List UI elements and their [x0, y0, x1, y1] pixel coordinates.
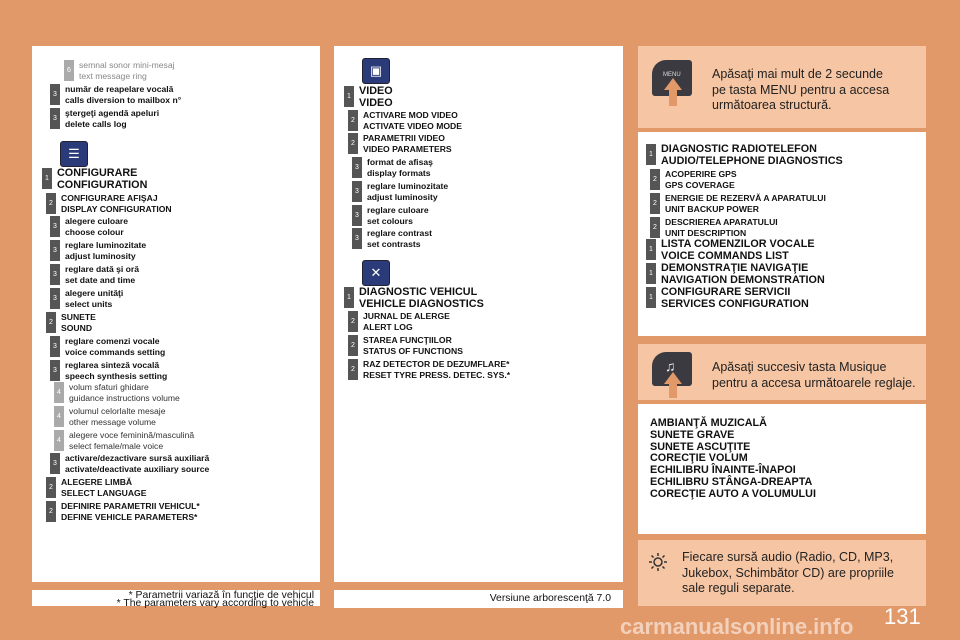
menu-key-text [712, 67, 889, 114]
menu-row-line: JURNAL DE ALERGE [363, 311, 450, 321]
menu-row-line: choose colour [65, 227, 124, 238]
menu-row-text [359, 86, 393, 109]
menu-row-line: ALEGERE LIMBĂ [61, 477, 133, 487]
level-badge: 2 [650, 169, 660, 190]
menu-row-line: semnal sonor mini-mesaj [79, 60, 175, 70]
level-badge: 2 [348, 311, 358, 332]
level-badge: 4 [54, 382, 64, 403]
menu-row-line: CONFIGURARE SERVICII [661, 286, 791, 298]
menu-row [42, 168, 147, 191]
level-badge: 3 [50, 264, 60, 285]
level-badge: 2 [348, 359, 358, 380]
music-up-arrow-stem [669, 384, 677, 398]
menu-row-line: ACTIVARE MOD VIDEO [363, 110, 458, 120]
music-note-icon: ♫ [665, 358, 676, 374]
watermark: carmanualsonline.info [620, 614, 854, 639]
menu-row [352, 157, 433, 179]
footnote [32, 590, 320, 609]
menu-row [50, 336, 165, 358]
level-badge: 1 [646, 287, 656, 308]
menu-row [50, 84, 181, 106]
menu-row-line: RESET TYRE PRESS. DETEC. SYS.* [363, 370, 511, 381]
menu-row-text [661, 287, 809, 310]
menu-row [650, 169, 737, 191]
menu-row-text [65, 216, 128, 238]
menu-row-line: text message ring [79, 71, 147, 82]
menu-row-text [359, 287, 484, 310]
menu-row-line: VEHICLE DIAGNOSTICS [359, 297, 484, 310]
menu-row-line: set colours [367, 216, 413, 227]
menu-row [352, 181, 448, 203]
menu-row-line: ACTIVATE VIDEO MODE [363, 121, 462, 132]
menu-row-line: format de afisaş [367, 157, 433, 167]
up-arrow-icon [664, 78, 682, 90]
menu-row [50, 216, 128, 238]
menu-row [348, 311, 450, 333]
menu-row [348, 359, 510, 381]
menu-row-line: reglare luminozitate [367, 181, 449, 191]
music-setting-item: SUNETE GRAVE [650, 428, 735, 441]
level-badge: 2 [348, 110, 358, 131]
menu-row-line: UNIT BACKUP POWER [665, 204, 759, 215]
menu-row [54, 382, 180, 404]
level-badge: 3 [352, 228, 362, 249]
menu-row-line: set contrasts [367, 239, 421, 250]
menu-row-line: CONFIGURATION [57, 178, 148, 191]
menu-row [650, 193, 826, 215]
menu-row-text [363, 133, 452, 155]
menu-row [50, 108, 159, 130]
menu-row-line: VOICE COMMANDS LIST [661, 249, 789, 262]
menu-row [646, 239, 815, 262]
menu-row-line: delete calls log [65, 119, 127, 130]
footnote-line-1: * Parametrii variază în funcţie de vehicul [128, 590, 314, 601]
music-setting-item: AMBIANŢĂ MUZICALĂ [650, 417, 767, 429]
level-badge: 6 [64, 60, 74, 81]
menu-row-line: ACOPERIRE GPS [665, 169, 737, 179]
menu-row-text [65, 108, 159, 130]
menu-row [348, 133, 452, 155]
menu-row-line: SERVICES CONFIGURATION [661, 297, 809, 310]
menu-row-text [57, 168, 147, 191]
level-badge: 4 [54, 406, 64, 427]
level-badge: 2 [650, 193, 660, 214]
menu-row-line: DEMONSTRAŢIE NAVIGAŢIE [661, 262, 809, 274]
level-badge: 1 [42, 168, 52, 189]
menu-row-text [65, 336, 165, 358]
menu-row-line: DEFINIRE PARAMETRII VEHICUL* [61, 501, 200, 511]
level-badge: 3 [352, 205, 362, 226]
menu-row [50, 453, 209, 475]
menu-row-line: DIAGNOSTIC RADIOTELEFON [661, 143, 817, 155]
menu-row-text [367, 205, 429, 227]
version-label: Versiune arborescenţă 7.0 [489, 593, 611, 604]
menu-row-line: reglare comenzi vocale [65, 336, 160, 346]
footnote-line-2: * The parameters vary according to vehicle [116, 598, 314, 609]
menu-row-line: display formats [367, 168, 431, 179]
menu-row [344, 287, 484, 310]
menu-row [348, 335, 463, 357]
menu-row-text [69, 382, 180, 404]
menu-row-line: CONFIGURARE AFIŞAJ [61, 193, 158, 203]
tip-text [682, 550, 894, 597]
menu-row-text [665, 217, 778, 239]
menu-row-text [363, 311, 450, 333]
menu-row-text [61, 477, 146, 499]
level-badge: 3 [50, 360, 60, 381]
video-icon: ▣ [362, 58, 390, 84]
menu-row-line: ştergeţi agendă apeluri [65, 108, 160, 118]
menu-row-line: AUDIO/TELEPHONE DIAGNOSTICS [661, 154, 843, 167]
level-badge: 2 [348, 335, 358, 356]
level-badge: 2 [650, 217, 660, 238]
menu-row [646, 144, 843, 167]
level-badge: 2 [348, 133, 358, 154]
menu-row-text [65, 288, 123, 310]
menu-row-line: DESCRIEREA APARATULUI [665, 217, 778, 227]
menu-row [646, 263, 825, 286]
level-badge: 1 [646, 144, 656, 165]
level-badge: 3 [50, 288, 60, 309]
level-badge: 1 [344, 86, 354, 107]
menu-row [50, 360, 167, 382]
menu-row-text [61, 312, 96, 334]
menu-row-line: reglare dată şi oră [65, 264, 140, 274]
level-badge: 1 [646, 263, 656, 284]
menu-row [46, 477, 146, 499]
menu-row-line: VIDEO [359, 96, 393, 109]
menu-row-text [69, 430, 194, 452]
menu-row-line: reglare luminozitate [65, 240, 147, 250]
tip-line-2: Jukebox, Schimbător CD) are propriile [682, 565, 894, 580]
tip-line-1: Fiecare sursă audio (Radio, CD, MP3, [682, 550, 894, 564]
menu-row-line: set date and time [65, 275, 136, 286]
level-badge: 3 [50, 216, 60, 237]
menu-text-line-1: Apăsaţi mai mult de 2 secunde [712, 67, 883, 81]
menu-row-line: reglarea sinteză vocală [65, 360, 160, 370]
menu-row-line: PARAMETRII VIDEO [363, 133, 445, 143]
menu-row-line: select units [65, 299, 113, 310]
menu-row-text [61, 501, 200, 523]
music-setting-item: CORECŢIE VOLUM [650, 452, 748, 465]
menu-row-line: adjust luminosity [367, 192, 438, 203]
menu-row-text [363, 335, 463, 357]
menu-row-line: VIDEO [359, 85, 393, 97]
menu-row [646, 287, 809, 310]
menu-key-label: MENU [663, 72, 681, 78]
menu-row-line: speech synthesis setting [65, 371, 168, 382]
menu-row-text [61, 193, 172, 215]
menu-row-line: SOUND [61, 323, 93, 334]
menu-row-line: ALERT LOG [363, 322, 413, 333]
menu-row [344, 86, 393, 109]
menu-row-line: SELECT LANGUAGE [61, 488, 147, 499]
menu-row-line: alegere unităţi [65, 288, 124, 298]
menu-row-line: DIAGNOSTIC VEHICUL [359, 286, 478, 298]
menu-row [50, 240, 146, 262]
version-box [334, 590, 623, 608]
menu-row-line: VIDEO PARAMETERS [363, 144, 452, 155]
menu-row-line: calls diversion to mailbox n° [65, 95, 182, 106]
menu-row-line: select female/male voice [69, 441, 164, 452]
menu-row [54, 406, 165, 428]
music-up-arrow-icon [664, 372, 682, 384]
menu-row-text [65, 453, 209, 475]
tip-line-3: sale reguli separate. [682, 581, 795, 595]
menu-row-line: STATUS OF FUNCTIONS [363, 346, 463, 357]
menu-row-text [65, 84, 181, 106]
menu-row-text [367, 181, 448, 203]
menu-row-line: other message volume [69, 417, 156, 428]
level-badge: 3 [50, 453, 60, 474]
level-badge: 3 [352, 181, 362, 202]
menu-row-line: voice commands setting [65, 347, 166, 358]
level-badge: 1 [646, 239, 656, 260]
menu-row-line: STAREA FUNCŢIILOR [363, 335, 452, 345]
menu-row-text [367, 228, 432, 250]
menu-row-text [363, 359, 510, 381]
menu-row-text [363, 110, 462, 132]
level-badge: 3 [50, 240, 60, 261]
menu-row-line: activate/deactivate auxiliary source [65, 464, 210, 475]
menu-row-line: DEFINE VEHICLE PARAMETERS* [61, 512, 198, 523]
menu-row-text [65, 360, 167, 382]
music-text-line-2: pentru a accesa următoarele reglaje. [712, 375, 916, 390]
music-setting-item: SUNETE ASCUŢITE [650, 440, 751, 453]
menu-row-text [367, 157, 433, 179]
menu-row-line: reglare contrast [367, 228, 432, 238]
music-settings-list [650, 418, 816, 501]
menu-row-line: guidance instructions volume [69, 393, 180, 404]
level-badge: 1 [344, 287, 354, 308]
menu-row-text [661, 144, 843, 167]
menu-row-line: număr de reapelare vocală [65, 84, 174, 94]
menu-row [352, 228, 432, 250]
music-setting-item: ECHILIBRU STÂNGA-DREAPTA [650, 475, 813, 488]
menu-row-text [79, 60, 175, 82]
menu-row-line: RAZ DETECTOR DE DEZUMFLARE* [363, 359, 510, 369]
menu-row-line: alegere culoare [65, 216, 129, 226]
configuration-icon: ☰ [60, 141, 88, 167]
menu-row-text [665, 193, 826, 215]
menu-row-line: adjust luminosity [65, 251, 136, 262]
menu-row [46, 312, 96, 334]
menu-row-line: volum sfaturi ghidare [69, 382, 149, 392]
menu-row [54, 430, 194, 452]
music-text-line-1: Apăsaţi succesiv tasta Musique [712, 360, 887, 374]
menu-row [46, 501, 200, 523]
menu-text-line-3: următoarea structură. [712, 98, 832, 112]
diagnostic-tools-icon: ✕ [362, 260, 390, 286]
menu-row-line: NAVIGATION DEMONSTRATION [661, 273, 825, 286]
menu-row-line: LISTA COMENZILOR VOCALE [661, 238, 815, 250]
menu-row [50, 264, 139, 286]
menu-row-line: UNIT DESCRIPTION [665, 228, 747, 239]
menu-row-line: SUNETE [61, 312, 96, 322]
menu-row-text [65, 264, 139, 286]
menu-row-text [69, 406, 165, 428]
page-number: 131 [884, 604, 921, 629]
level-badge: 2 [46, 501, 56, 522]
menu-row-line: GPS COVERAGE [665, 180, 735, 191]
menu-row-text [65, 240, 146, 262]
level-badge: 2 [46, 193, 56, 214]
menu-row [352, 205, 429, 227]
menu-row [64, 60, 175, 82]
menu-row-line: ENERGIE DE REZERVĂ A APARATULUI [665, 193, 826, 203]
level-badge: 4 [54, 430, 64, 451]
tip-bulb-icon [648, 552, 668, 572]
level-badge: 3 [50, 108, 60, 129]
menu-row [46, 193, 172, 215]
menu-row-line: reglare culoare [367, 205, 429, 215]
menu-text-line-2: pe tasta MENU pentru a accesa [712, 82, 890, 97]
level-badge: 3 [352, 157, 362, 178]
up-arrow-stem [669, 90, 677, 106]
menu-row-text [661, 239, 815, 262]
music-setting-item: ECHILIBRU ÎNAINTE-ÎNAPOI [650, 464, 796, 477]
level-badge: 3 [50, 84, 60, 105]
menu-row-line: alegere voce feminină/masculină [69, 430, 195, 440]
menu-row [650, 217, 778, 239]
menu-row-line: CONFIGURARE [57, 167, 138, 179]
music-key-text [712, 360, 916, 391]
menu-row-line: DISPLAY CONFIGURATION [61, 204, 172, 215]
level-badge: 2 [46, 477, 56, 498]
level-badge: 2 [46, 312, 56, 333]
level-badge: 3 [50, 336, 60, 357]
menu-row [50, 288, 123, 310]
menu-row-text [665, 169, 737, 191]
menu-row-line: volumul celorlalte mesaje [69, 406, 166, 416]
menu-row [348, 110, 462, 132]
menu-row-text [661, 263, 825, 286]
music-setting-item: CORECŢIE AUTO A VOLUMULUI [650, 487, 816, 500]
menu-row-line: activare/dezactivare sursă auxiliară [65, 453, 210, 463]
